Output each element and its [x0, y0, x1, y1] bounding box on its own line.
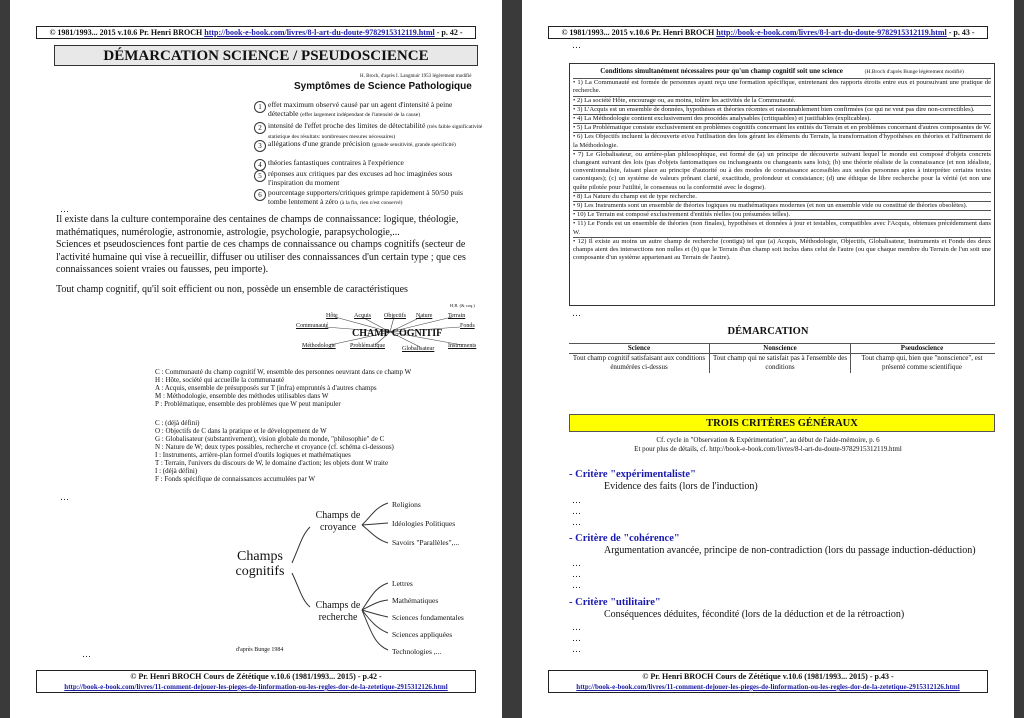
page-42 — [10, 0, 502, 718]
critere-coherence: - Critère de "cohérence" — [569, 533, 680, 544]
tree-leaf: Savoirs "Parallèles",... — [392, 538, 460, 547]
criteres-title: TROIS CRITÈRES GÉNÉRAUX — [569, 414, 995, 432]
header-page-number: - p. 43 - — [948, 28, 975, 37]
symptom-number: 4 — [254, 159, 266, 171]
definition-line: A : Acquis, ensemble de présupposés sur T (infra) empruntés à d'autres champs — [155, 384, 377, 392]
condition-item: • 10) Le Terrain est composé exclusivement d'entités réelles (ou présumées telles). — [573, 210, 991, 219]
ellipsis: … — [572, 40, 581, 50]
footer-link[interactable]: http://book-e-book.com/livres/11-comment-dejouer-les-pieges-de-linformation-ou-les-regles-dor-de-la-zetetique-2915312126.html — [576, 683, 960, 691]
cc-label-acquis: Acquis — [354, 313, 371, 319]
paragraph-caracteristiques: Tout champ cognitif, qu'il soit efficient ou non, possède un ensemble de caractéristiques — [56, 284, 408, 295]
definitions-group-2 — [155, 419, 475, 483]
definition-line: P : Problématique, ensemble des problèmes que W peut manipuler — [155, 400, 341, 408]
condition-item: • 11) Le Fonds est un ensemble de théories (non finales), hypothèses et données à jour et testables, compatibles avec l'Acquis, obtenues précédemment dans W. — [573, 220, 991, 236]
tree-leaf: Lettres — [392, 579, 413, 588]
definition-line: O : Objectifs de C dans la pratique et le développement de W — [155, 427, 327, 435]
tree-croyance: Champs de croyance — [315, 510, 361, 533]
cc-label-methodologie: Méthodologie — [302, 343, 336, 349]
cc-label-communaute: Communauté — [296, 323, 329, 329]
symptoms-credit: H. Broch, d'après I. Langmuir 1953 légèrement modifié — [360, 74, 472, 79]
condition-item: • 8) La Nature du champ est de type recherche. — [573, 192, 991, 201]
tree-leaf: Religions — [392, 500, 421, 509]
ellipsis: … — [572, 633, 581, 643]
cc-label-hote: Hôte — [326, 313, 338, 319]
header-page-number: - p. 42 - — [436, 28, 463, 37]
demarcation-body: Tout champ qui ne satisfait pas à l'ensemble des conditions — [712, 354, 848, 371]
footer-link[interactable]: http://book-e-book.com/livres/11-comment-dejouer-les-pieges-de-linformation-ou-les-regles-dor-de-la-zetetique-2915312126.html — [64, 683, 448, 691]
condition-item: • 9) Les Instruments sont un ensemble de théories logiques ou mathématiques modernes (et non un ensemble vide ou constitué de théories obsolètes). — [573, 201, 991, 210]
symptom-number: 2 — [254, 122, 266, 134]
critere-experimentaliste: - Critère "expérimentaliste" — [569, 469, 696, 480]
definition-line: H : Hôte, société qui accueille la communauté — [155, 376, 285, 384]
critere-utilitaire: - Critère "utilitaire" — [569, 597, 661, 608]
page-header — [36, 26, 476, 39]
header-link[interactable]: http://book-e-book.com/livres/8-l-art-du-doute-9782915312119.html — [716, 28, 947, 37]
condition-item: • 4) La Méthodologie contient exclusivement des procédés analysables (critiquables) et justifiables (explicables). — [573, 114, 991, 123]
symptom-number: 3 — [254, 140, 266, 152]
condition-item: • 3) L'Acquis est un ensemble de données, hypothèses et théories récentes et raisonnablement bien confirmées (ce qui ne veut pas dire non-correctibles). — [573, 105, 991, 114]
ellipsis: … — [60, 204, 69, 214]
tree-credit: d'après Bunge 1984 — [236, 647, 284, 653]
ellipsis: … — [572, 308, 581, 318]
ellipsis: … — [572, 644, 581, 654]
cc-title: CHAMP COGNITIF — [352, 328, 443, 339]
symptom-number: 1 — [254, 101, 266, 113]
page-header — [548, 26, 988, 39]
footer-line: © Pr. Henri BROCH Cours de Zététique v.10.6 (1981/1993... 2015) - p.42 - — [130, 672, 382, 681]
ellipsis: … — [572, 506, 581, 516]
ellipsis: … — [572, 580, 581, 590]
tree-leaf: Sciences fondamentales — [392, 613, 464, 622]
header-copyright: © 1981/1993... 2015 v.10.6 Pr. Henri BROCH — [561, 28, 715, 37]
ellipsis: … — [572, 569, 581, 579]
symptoms-heading: Symptômes de Science Pathologique — [294, 81, 472, 92]
critere-desc: Evidence des faits (lors de l'induction) — [604, 481, 758, 492]
ellipsis: … — [82, 649, 91, 659]
tree-leaf: Idéologies Politiques — [392, 519, 456, 528]
symptom-item-6: 6 pourcentage supporters/critiques grimpe rapidement à 50/50 puis tombe lentement à zéro (à la fin, rien n'est conservé) — [268, 189, 483, 207]
cc-label-problematique: Problématique — [350, 343, 385, 349]
ellipsis: … — [60, 492, 69, 502]
cc-label-terrain: Terrain — [448, 313, 466, 319]
ellipsis: … — [572, 517, 581, 527]
condition-item: • 6) Les Objectifs incluent la découverte et/ou l'utilisation des lois gérant les éléments du Terrain, la transformation d'hypothèses en théories et l'affinement de la Méthodologie. — [573, 133, 991, 149]
demarcation-body: Tout champ qui, bien que "nonscience", est présenté comme scientifique — [861, 354, 983, 371]
page-43 — [522, 0, 1014, 718]
header-link[interactable]: http://book-e-book.com/livres/8-l-art-du-doute-9782915312119.html — [204, 28, 435, 37]
critere-desc: Conséquences déduites, fécondité (lors de la déduction et de la rétroaction) — [604, 609, 905, 620]
demarcation-title: DÉMARCATION — [727, 326, 809, 337]
header-copyright: © 1981/1993... 2015 v.10.6 Pr. Henri BROCH — [49, 28, 203, 37]
ellipsis: … — [572, 558, 581, 568]
criteres-note-2: Et pour plus de détails, cf. http://book-e-book.com/livres/8-l-art-du-doute-9782915312119.html — [634, 445, 902, 453]
definition-line: F : Fonds spécifique de connaissances accumulées par W — [155, 475, 316, 483]
conditions-box — [569, 63, 995, 306]
symptom-item-3: 3 allégations d'une grande précision (grande sensitivité, grande spécificité) — [268, 140, 483, 150]
condition-item: • 5) La Problématique consiste exclusivement en problèmes cognitifs concernant les entités du Terrain et en problèmes concernant d'autres composantes de W. — [573, 124, 991, 132]
tree-leaf: Technologies ,... — [392, 647, 442, 656]
definition-line: T : Terrain, l'univers du discours de W, le domaine d'action; les objets dont W traite — [155, 459, 389, 467]
demarcation-science — [569, 344, 709, 371]
footer-line: © Pr. Henri BROCH Cours de Zététique v.10.6 (1981/1993... 2015) - p.43 - — [642, 672, 894, 681]
definition-line: N : Nature de W; deux types possibles, recherche et croyance (cf. schéma ci-dessous) — [155, 443, 394, 451]
paragraph-sciences: Sciences et pseudosciences font partie de ces champs de connaissance ou champs cognitifs (secteur de l'activité humaine qui vise à recueillir, diffuser ou utiliser des connaissances d'un certain type ; que ces connaissances soient vraies ou fausses, peu importe). — [56, 239, 466, 275]
demarcation-pseudoscience — [852, 344, 992, 371]
definition-line: M : Méthodologie, ensemble des méthodes utilisables dans W — [155, 392, 329, 400]
demarcation-head: Science — [627, 344, 651, 352]
condition-item: • 12) Il existe au moins un autre champ de recherche (contigu) tel que (a) Acquis, Méthodologie, Objectifs, Globalisateur, Instruments et Fonds des deux champs aient des intersections non nulles et (b) que le Terrain d'un champ soit inclus dans celui de l'autre (ou que chaque membre du Terrain de l'un soit une composante d'un système appartenant au Terrain de l'autre). — [573, 237, 991, 262]
definition-line: I : (déjà défini) — [155, 467, 198, 475]
demarcation-head: Pseudoscience — [900, 344, 944, 352]
conditions-title: Conditions simultanément nécessaires pour qu'un champ cognitif soit une science — [600, 67, 843, 75]
page-title: DÉMARCATION SCIENCE / PSEUDOSCIENCE — [54, 45, 478, 66]
tree-leaf: Sciences appliquées — [392, 630, 453, 639]
definitions-group-1 — [155, 368, 475, 408]
demarcation-nonscience — [710, 344, 850, 371]
page-footer — [548, 670, 988, 693]
page-footer — [36, 670, 476, 693]
cc-label-fonds: Fonds — [460, 323, 475, 329]
symptom-number: 6 — [254, 189, 266, 201]
tree-root: Champs cognitifs — [235, 549, 285, 579]
symptom-item-1: 1 effet maximum observé causé par un agent d'intensité à peine détectable (effet largement indépendant de l'intensité de la cause) — [268, 101, 483, 119]
conditions-title-row — [573, 66, 991, 78]
symptom-item-2: 2 intensité de l'effet proche des limites de détectabilité (très faible significativité statistique des résultats: nombreuses mesures nécessaires) — [268, 122, 483, 141]
cc-label-nature: Nature — [416, 313, 433, 319]
ellipsis: … — [572, 622, 581, 632]
symptom-item-4: 4 théories fantastiques contraires à l'expérience — [268, 159, 483, 168]
conditions-credit: (H.Broch d'après Bunge légèrement modifié) — [864, 69, 964, 75]
criteres-note-1: Cf. cycle in "Observation & Expérimentation", au début de l'aide-mémoire, p. 6 — [656, 436, 880, 444]
symptom-item-5: 5 réponses aux critiques par des excuses ad hoc imaginées sous l'inspiration du moment — [268, 170, 483, 187]
definition-line: I : Instruments, arrière-plan formel d'outils logiques et mathématiques — [155, 451, 351, 459]
cc-label-instruments: Instruments — [448, 343, 477, 349]
demarcation-head: Nonscience — [763, 344, 797, 352]
critere-desc: Argumentation avancée, principe de non-contradiction (lors du passage induction-déduction) — [604, 545, 976, 556]
ellipsis: … — [572, 495, 581, 505]
definition-line: C : Communauté du champ cognitif W, ensemble des personnes oeuvrant dans ce champ W — [155, 368, 412, 376]
condition-item: • 7) Le Globalisateur, ou arrière-plan philosophique, est formé de (a) un principe de découverte suivant lequel le monde est composé d'objets concrets changeant suivant des lois (pas d'objets fantomatiques ou inchangeants ou changeants sans lois); (b) une théorie réaliste de la connaissance (et non idéaliste, conventionnaliste, faisant place au principe d'autorité ou à des modes de connaissance accessibles aux seules personnes aptes à interpréter certains textes canoniques); (c) un système de valeurs prônant clarté, exactitude, profondeur et consistance; (d) une éthique de libre recherche pour la vérité (et non une quête pilotée pour l'utilité, le consensus ou la conformité avec le dogme). — [573, 150, 991, 191]
cc-credit: H.B. (& coq.) — [450, 303, 475, 308]
condition-item: • 2) La société Hôte, encourage ou, au moins, tolère les activités de la Communauté. — [573, 96, 991, 105]
definition-line: C : (déjà défini) — [155, 419, 200, 427]
symptom-number: 5 — [254, 170, 266, 182]
cc-label-objectifs: Objectifs — [384, 313, 406, 319]
condition-item: • 1) La Communauté est formée de personnes ayant reçu une formation spécifique, entretenant des rapports étroits entre eux et poursuivant une pratique de recherche. — [573, 79, 991, 95]
demarcation-body: Tout champ cognitif satisfaisant aux conditions énumérées ci-dessus — [572, 354, 706, 371]
tree-recherche: Champs de recherche — [315, 600, 361, 623]
cc-label-globalisateur: Globalisateur — [402, 346, 435, 352]
tree-leaf: Mathématiques — [392, 596, 439, 605]
paragraph-champs: Il existe dans la culture contemporaine des centaines de champs de connaissance: logique, théologie, mathématiques, numérologie, astronomie, astrologie, psychologie, parapsychologie,... — [56, 214, 459, 238]
demarcation-divider — [850, 343, 851, 373]
definition-line: G : Globalisateur (substantivement), vision globale du monde, "philosophie" de C — [155, 435, 385, 443]
